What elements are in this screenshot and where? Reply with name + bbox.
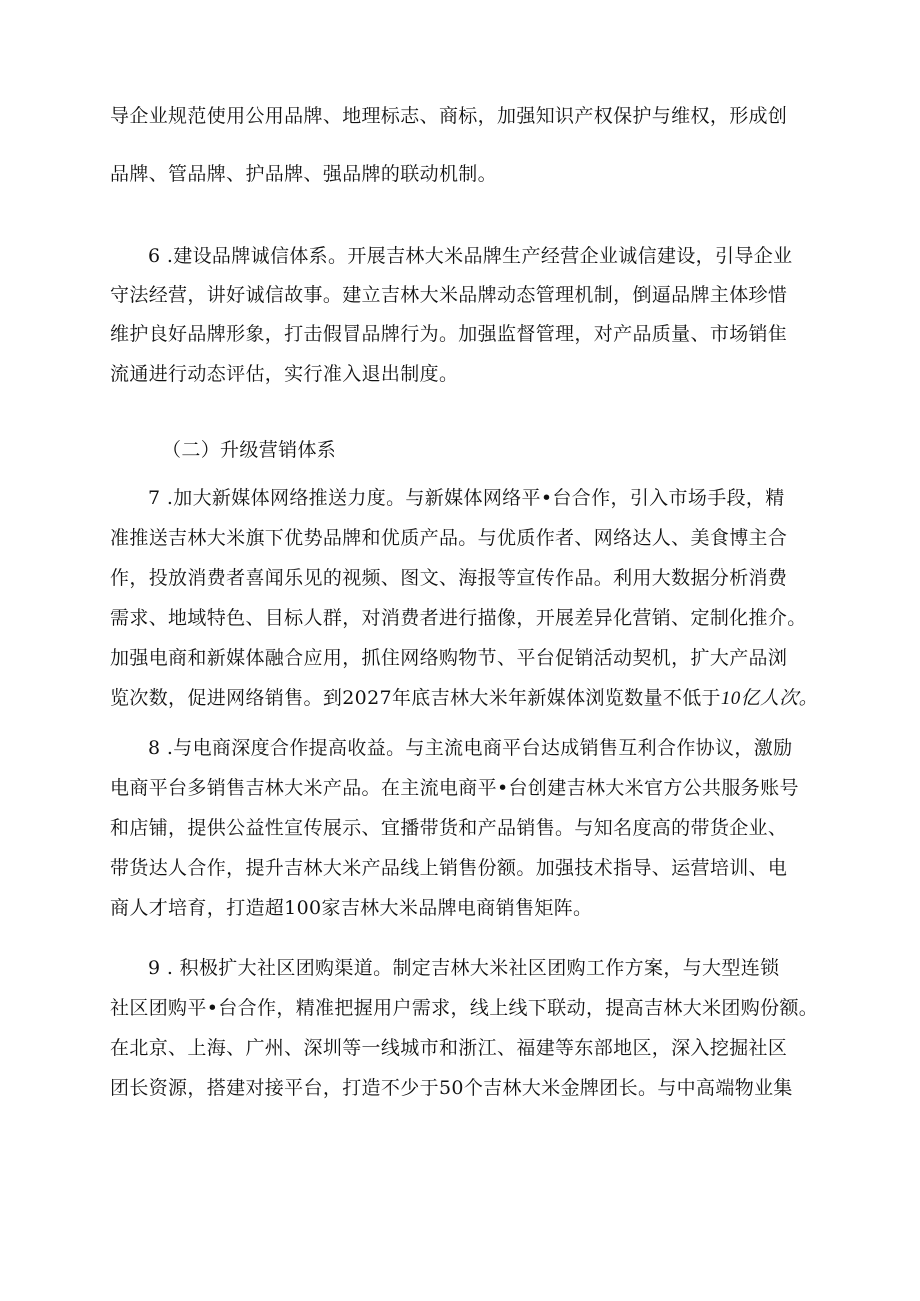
paragraph-line: 品牌、管品牌、护品牌、强品牌的联动机制。 — [110, 163, 498, 185]
paragraph-line: 流通进行动态评估，实行准入退出制度。 — [110, 363, 459, 385]
paragraph-line — [110, 686, 830, 711]
paragraph-line: 社区团购平•台合作，精准把握用户需求，线上线下联动，提高吉林大米团购份额。 — [110, 997, 819, 1019]
paragraph-line: 电商平台多销售吉林大米产品。在主流电商平•台创建吉林大米官方公共服务账号 — [110, 777, 799, 799]
paragraph-line: 加强电商和新媒体融合应用，抓住网络购物节、平台促销活动契机，扩大产品浏 — [110, 647, 788, 669]
paragraph-line: 8 .与电商深度合作提高收益。与主流电商平台达成销售互利合作协议，激励 — [148, 737, 793, 759]
paragraph-line: 带货达人合作，提升吉林大米产品线上销售份额。加强技术指导、运营培训、电 — [110, 857, 788, 879]
paragraph-line: 9 . 积极扩大社区团购渠道。制定吉林大米社区团购工作方案，与大型连锁 — [148, 957, 780, 979]
paragraph-line: 作，投放消费者喜闻乐见的视频、图文、海报等宣传作品。利用大数据分析消费 — [110, 567, 788, 589]
paragraph-line: 维护良好品牌形象，打击假冒品牌行为。加强监督管理，对产品质量、市场销隹 — [110, 323, 788, 345]
paragraph-line: 守法经营，讲好诚信故事。建立吉林大米品牌动态管理机制，倒逼品牌主体珍惜 — [110, 284, 788, 306]
paragraph-line: 7 .加大新媒体网络推送力度。与新媒体网络平•台合作，引入市场手段，精 — [148, 487, 785, 509]
paragraph-line: 和店铺，提供公益性宣传展示、宜播带货和产品销售。与知名度高的带货企业、 — [110, 817, 788, 839]
paragraph-line: 6 .建设品牌诚信体系。开展吉林大米品牌生产经营企业诚信建设，引导企业 — [148, 245, 793, 267]
paragraph-line-text: 览次数，促进网络销售。到2027年底吉林大米年新媒体浏览数量不低于 — [110, 687, 721, 709]
paragraph-line: 团长资源，搭建对接平台，打造不少于50个吉林大米金牌团长。与中高端物业集 — [110, 1077, 793, 1099]
paragraph-line: 商人才培育，打造超100家吉林大米品牌电商销售矩阵。 — [110, 897, 593, 919]
paragraph-line: 导企业规范使用公用品牌、地理标志、商标，加强知识产权保护与维权，形成创 — [110, 105, 788, 127]
section-heading: （二）升级营销体系 — [162, 439, 337, 461]
paragraph-line: 在北京、上海、广州、深圳等一线城市和浙江、福建等东部地区，深入挖掘社区 — [110, 1037, 788, 1059]
paragraph-line: 需求、地域特色、目标人群，对消费者进行描像，开展差异化营销、定制化推介。 — [110, 607, 807, 629]
emphasis-text: 10亿人次。 — [720, 688, 819, 709]
paragraph-line: 准推送吉林大米旗下优势品牌和优质产品。与优质作者、网络达人、美食博主合 — [110, 527, 788, 549]
